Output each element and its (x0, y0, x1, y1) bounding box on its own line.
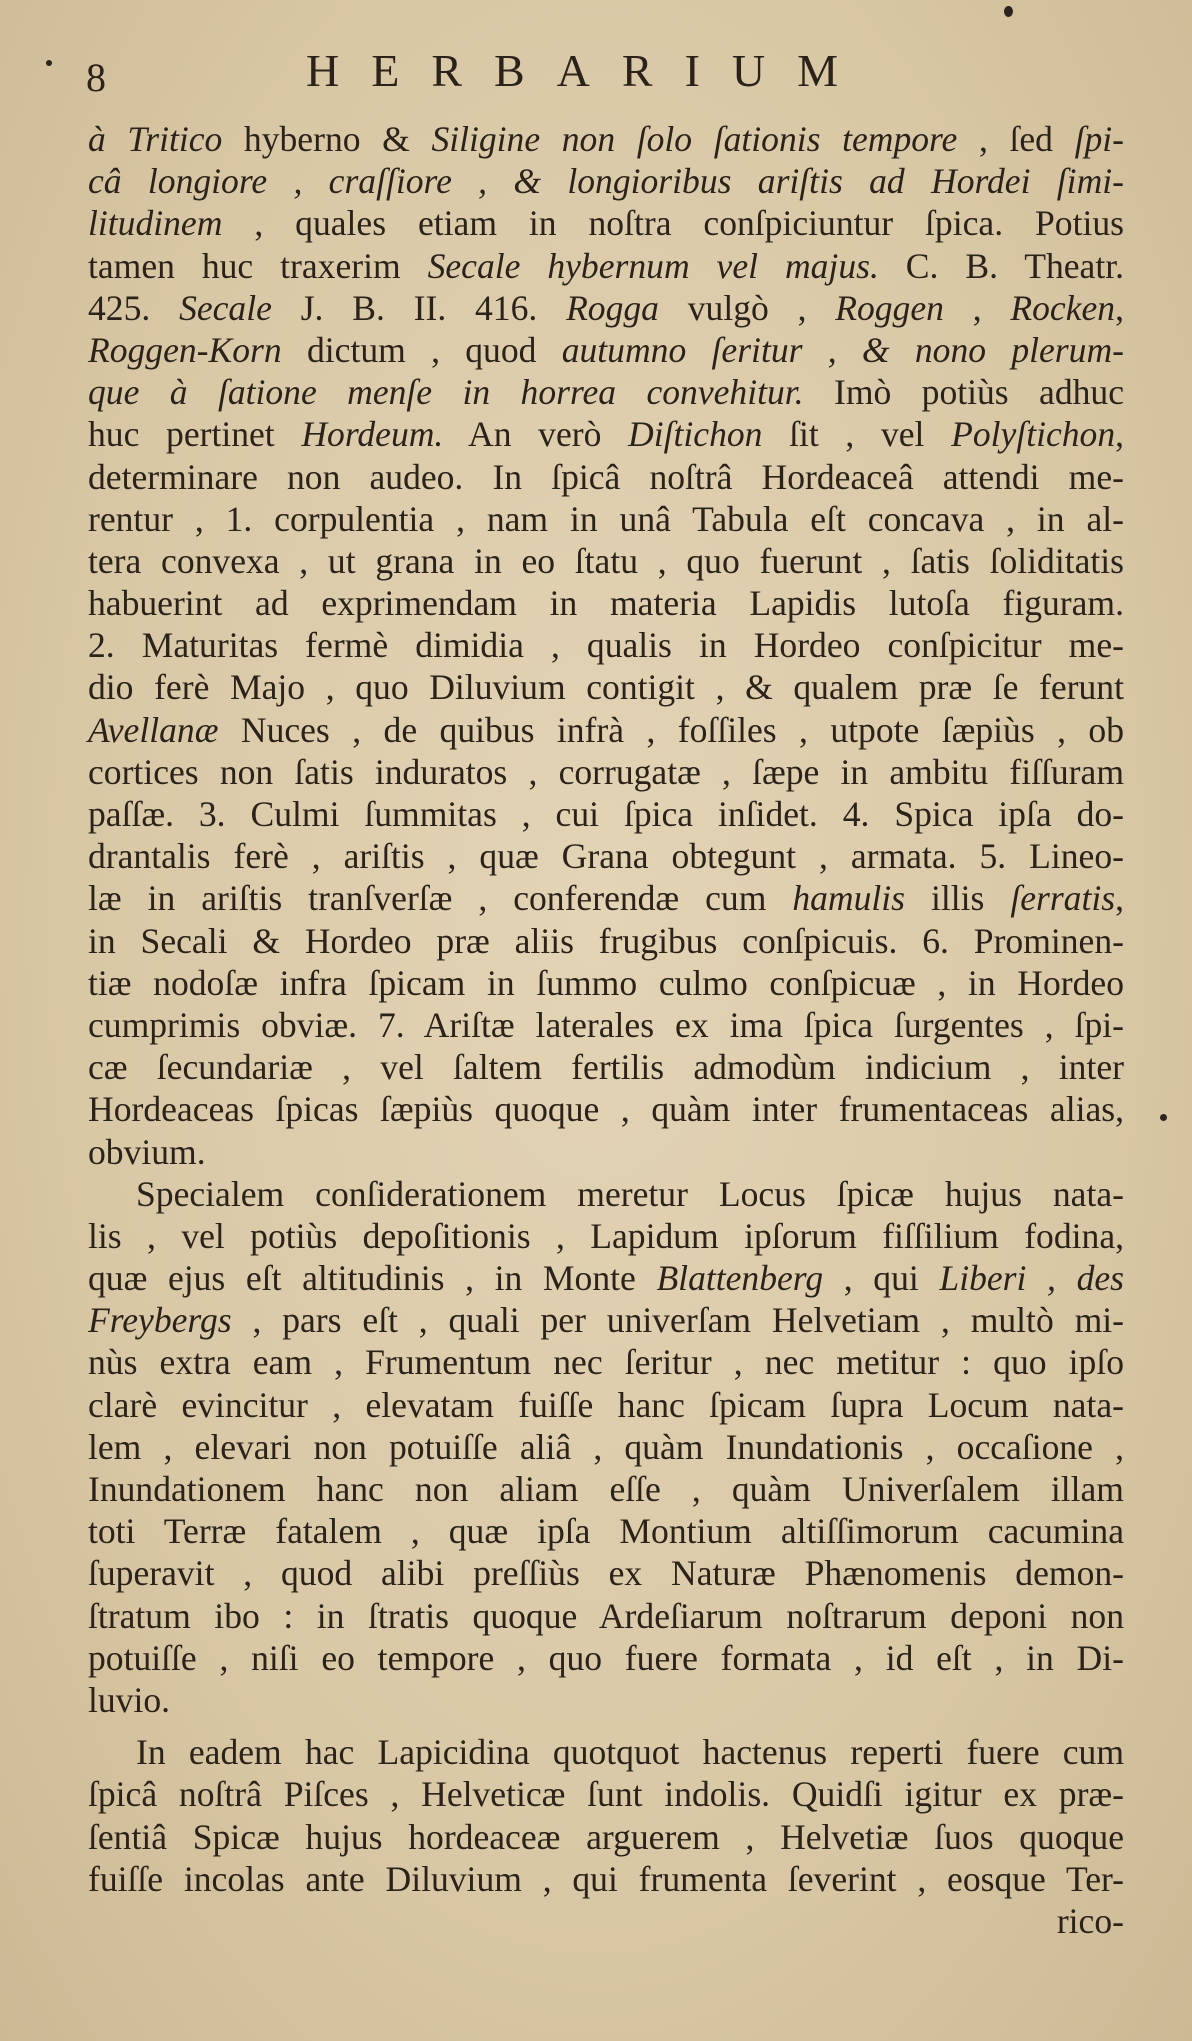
text-line (88, 1637, 1124, 1679)
italic-text: Siligine non ſolo ſationis tempore (431, 119, 958, 159)
text-line (88, 1595, 1124, 1637)
ink-spot (1160, 1114, 1167, 1121)
text-segment: toti Terræ fatalem , quæ ipſa Montium altiſſimorum cacumina (88, 1511, 1124, 1552)
text-segment: cæ ſecundariæ , vel ſaltem fertilis admodùm indicium , inter (88, 1047, 1124, 1088)
italic-text: Polyſtichon (951, 414, 1116, 455)
text-segment: lis , vel potiùs depoſitionis , Lapidum ipſorum fiſſilium fodina, (88, 1215, 1124, 1256)
text-segment: Specialem conſiderationem meretur Locus ſpicæ hujus nata- (136, 1173, 1124, 1214)
text-line (88, 1299, 1124, 1341)
text-segment: , pars eſt , quali per univerſam Helvetiam , multò mi- (231, 1300, 1124, 1341)
text-segment: rentur , 1. corpulentia , nam in unâ Tabula eſt concava , in al- (88, 498, 1124, 539)
text-line (88, 1257, 1124, 1299)
text-segment: ſpicâ noſtrâ Piſces , Helveticæ ſunt indolis. Quidſi igitur ex præ- (88, 1774, 1124, 1815)
text-line (88, 920, 1124, 962)
italic-text: Diſtichon (628, 414, 763, 455)
italic-text: Secale (179, 287, 272, 328)
text-segment: vulgò , (658, 287, 836, 328)
text-line (88, 1552, 1124, 1594)
page-header (86, 44, 1126, 124)
body-text (88, 118, 1124, 1942)
text-segment: Nuces , de quibus infrà , foſſiles , utpote ſæpiùs , ob (218, 709, 1124, 750)
text-segment: Inundationem hanc non aliam eſſe , quàm Univerſalem illam (88, 1469, 1124, 1509)
text-segment: , (1115, 878, 1124, 919)
text-line (88, 666, 1124, 708)
ink-spot (46, 60, 52, 66)
text-segment: illis (905, 878, 1011, 919)
text-line (88, 624, 1124, 666)
text-segment: cumprimis obviæ. 7. Ariſtæ laterales ex ima ſpica ſurgentes , ſpi- (88, 1004, 1124, 1045)
text-line (88, 287, 1124, 329)
text-segment: ſit , vel (762, 414, 952, 455)
text-segment: , quales etiam in noſtra conſpiciuntur ſpica. Potius (222, 203, 1124, 244)
text-segment: 425. (88, 287, 180, 328)
text-segment: dictum , quod (281, 329, 562, 370)
text-line (88, 371, 1124, 413)
italic-text: ſpi- (1074, 119, 1124, 159)
italic-text: à Tritico (88, 119, 223, 159)
text-segment: lem , elevari non potuiſſe aliâ , quàm Inundationis , occaſione , (88, 1426, 1124, 1467)
italic-text: Liberi , des (939, 1258, 1124, 1299)
italic-text: que à ſatione menſe in horrea convehitur. (88, 372, 804, 413)
text-line (88, 751, 1124, 793)
italic-text: câ longiore , craſſiore , & longioribus ariſtis ad Hordei ſimi- (88, 161, 1124, 202)
text-segment: C. B. Theatr. (878, 245, 1125, 286)
italic-text: Rocken (1010, 287, 1116, 328)
text-line (88, 1131, 1124, 1173)
text-segment: Hordeaceas ſpicas ſæpiùs quoque , quàm inter frumentaceas alias, (88, 1089, 1124, 1130)
text-segment: huc pertinet (88, 414, 302, 455)
text-segment: , (943, 287, 1011, 328)
italic-text: litudinem (88, 203, 223, 244)
text-line (88, 118, 1124, 160)
italic-text: autumno ſeritur , & nono plerum- (561, 329, 1124, 370)
text-segment: potuiſſe , niſi eo tempore , quo fuere formata , id eſt , in Di- (88, 1637, 1124, 1678)
catchword (88, 1900, 1124, 1942)
text-segment: clarè evincitur , elevatam fuiſſe hanc ſpicam ſupra Locum nata- (88, 1384, 1124, 1425)
text-line (88, 793, 1124, 835)
text-segment: nùs extra eam , Frumentum nec ſeritur , nec metitur : quo ipſo (88, 1342, 1124, 1383)
text-segment: cortices non ſatis induratos , corrugatæ , ſæpe in ambitu fiſſuram (88, 751, 1124, 792)
text-line (88, 1215, 1124, 1257)
text-line (88, 835, 1124, 877)
text-segment: hyberno & (222, 119, 432, 159)
text-line (88, 1773, 1124, 1815)
text-line (88, 202, 1124, 244)
text-segment: In eadem hac Lapicidina quotquot hactenus reperti fuere cum (136, 1732, 1124, 1773)
text-segment: obvium. (88, 1131, 206, 1172)
text-line (88, 582, 1124, 624)
text-line (88, 245, 1124, 287)
text-line (88, 1858, 1124, 1900)
italic-text: Secale hybernum vel majus. (427, 245, 879, 286)
text-segment: paſſæ. 3. Culmi ſummitas , cui ſpica inſidet. 4. Spica ipſa do- (88, 794, 1124, 834)
text-segment: ſtratum ibo : in ſtratis quoque Ardeſiarum noſtrarum deponi non (88, 1595, 1124, 1636)
text-line (88, 540, 1124, 582)
italic-text: hamulis (792, 878, 906, 919)
text-line (88, 456, 1124, 498)
text-segment: rico- (1056, 1900, 1124, 1941)
text-segment: , (1115, 414, 1125, 455)
text-segment: An verò (443, 414, 629, 455)
text-line (88, 1510, 1124, 1552)
text-segment: 2. Maturitas fermè dimidia , qualis in Hordeo conſpicitur me- (88, 625, 1124, 666)
text-segment: tera convexa , ut grana in eo ſtatu , quo fuerunt , ſatis ſoliditatis (88, 540, 1124, 581)
text-segment: , ſed (957, 119, 1075, 159)
text-segment: dio ferè Majo , quo Diluvium contigit , & qualem præ ſe ferunt (88, 667, 1124, 708)
text-line (88, 1816, 1124, 1858)
text-segment: læ in ariſtis tranſverſæ , conferendæ cum (88, 878, 793, 919)
text-line (88, 962, 1124, 1004)
text-line (88, 709, 1124, 751)
text-segment: fuiſſe incolas ante Diluvium , qui frumenta ſeverint , eosque Ter- (88, 1858, 1124, 1899)
running-title: HERBARIUM (306, 45, 871, 96)
italic-text: Roggen (835, 287, 944, 328)
text-line (88, 1173, 1124, 1215)
italic-text: Blattenberg (656, 1258, 824, 1299)
italic-text: Freybergs (88, 1300, 232, 1341)
text-line (88, 1679, 1124, 1721)
text-segment: ſuperavit , quod alibi preſſiùs ex Naturæ Phænomenis demon- (88, 1553, 1124, 1594)
text-segment: drantalis ferè , ariſtis , quæ Grana obtegunt , armata. 5. Lineo- (88, 836, 1124, 877)
italic-text: Hordeum. (301, 414, 444, 455)
text-segment: ſentiâ Spicæ hujus hordeaceæ arguerem , Helvetiæ ſuos quoque (88, 1816, 1124, 1857)
text-segment: , qui (823, 1258, 940, 1299)
italic-text: Rogga (566, 287, 659, 328)
text-segment: tiæ nodoſæ infra ſpicam in ſummo culmo conſpicuæ , in Hordeo (88, 962, 1124, 1003)
italic-text: ſerratis (1010, 878, 1116, 919)
text-line (88, 1384, 1124, 1426)
text-segment: luvio. (88, 1679, 171, 1720)
text-line (88, 1731, 1124, 1773)
italic-text: Avellanæ (88, 709, 219, 750)
text-line (88, 1046, 1124, 1088)
text-segment: quæ ejus eſt altitudinis , in Monte (88, 1258, 657, 1299)
ink-spot (1004, 6, 1013, 17)
text-line (88, 1426, 1124, 1468)
text-line (88, 877, 1124, 919)
text-segment: , (1115, 287, 1124, 328)
text-segment: determinare non audeo. In ſpicâ noſtrâ Hordeaceâ attendi me- (88, 456, 1124, 497)
text-line (88, 1468, 1124, 1510)
text-line (88, 160, 1124, 202)
text-segment: in Secali & Hordeo præ aliis frugibus conſpicuis. 6. Prominen- (88, 920, 1124, 961)
text-line (88, 1341, 1124, 1383)
text-segment: habuerint ad exprimendam in materia Lapidis lutoſa figuram. (88, 583, 1124, 624)
text-segment: tamen huc traxerim (88, 245, 428, 286)
text-line (88, 1088, 1124, 1130)
text-line (88, 498, 1124, 540)
italic-text: Roggen-Korn (88, 329, 282, 370)
text-line (88, 329, 1124, 371)
text-segment: Imò potiùs adhuc (803, 372, 1124, 413)
page-number: 8 (86, 55, 106, 100)
text-line (88, 1004, 1124, 1046)
text-segment: J. B. II. 416. (271, 287, 567, 328)
text-line (88, 413, 1124, 455)
